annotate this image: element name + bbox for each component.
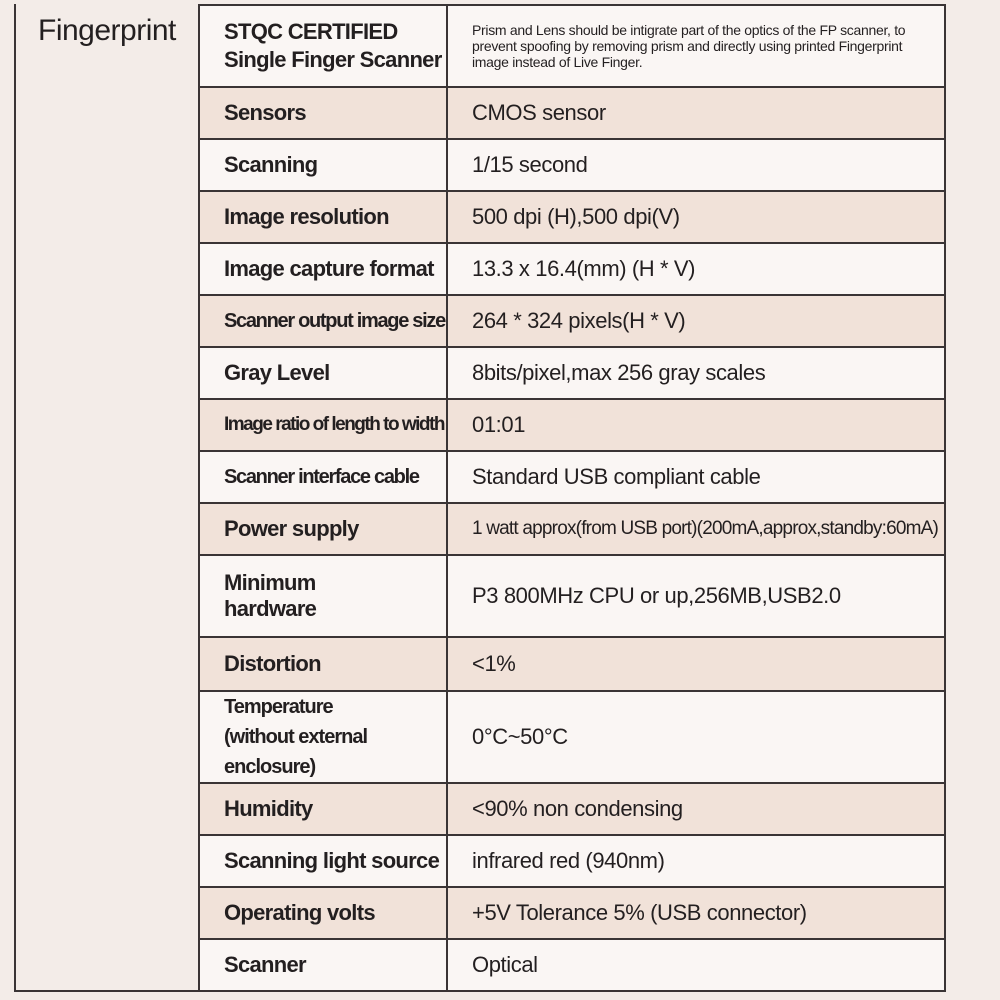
spec-value: infrared red (940nm) bbox=[447, 835, 945, 887]
table-row bbox=[199, 191, 945, 243]
spec-label bbox=[199, 555, 447, 637]
spec-label: Distortion bbox=[199, 637, 447, 691]
spec-label: Scanner interface cable bbox=[199, 451, 447, 503]
spec-value: +5V Tolerance 5% (USB connector) bbox=[447, 887, 945, 939]
spec-value: 0°C~50°C bbox=[447, 691, 945, 783]
spec-label: Sensors bbox=[199, 87, 447, 139]
table-row bbox=[199, 691, 945, 783]
spec-value: 1 watt approx(from USB port)(200mA,approx,standby:60mA) bbox=[447, 503, 945, 555]
product-title-line2: Single Finger Scanner bbox=[224, 47, 442, 72]
frame-bottom-border bbox=[14, 990, 198, 992]
table-row bbox=[199, 637, 945, 691]
table-row-header bbox=[199, 5, 945, 87]
spec-value: 01:01 bbox=[447, 399, 945, 451]
spec-label: Image capture format bbox=[199, 243, 447, 295]
spec-label-line1: Temperature bbox=[224, 696, 333, 718]
spec-label: Image ratio of length to width bbox=[199, 399, 447, 451]
table-row bbox=[199, 451, 945, 503]
product-title-line1: STQC CERTIFIED bbox=[224, 19, 398, 44]
spec-label: Humidity bbox=[199, 783, 447, 835]
table-row bbox=[199, 835, 945, 887]
spec-value: Standard USB compliant cable bbox=[447, 451, 945, 503]
spec-value: 13.3 x 16.4(mm) (H * V) bbox=[447, 243, 945, 295]
table-row bbox=[199, 555, 945, 637]
spec-label: Image resolution bbox=[199, 191, 447, 243]
table-row bbox=[199, 887, 945, 939]
spec-label: Gray Level bbox=[199, 347, 447, 399]
spec-value: CMOS sensor bbox=[447, 87, 945, 139]
spec-label-line2: hardware bbox=[224, 596, 317, 621]
spec-label: Operating volts bbox=[199, 887, 447, 939]
section-label: Fingerprint bbox=[38, 14, 176, 47]
spec-label: Scanner bbox=[199, 939, 447, 991]
table-row bbox=[199, 399, 945, 451]
spec-value: 264 * 324 pixels(H * V) bbox=[447, 295, 945, 347]
spec-label-line1: Minimum bbox=[224, 570, 316, 595]
table-row bbox=[199, 503, 945, 555]
table-row bbox=[199, 87, 945, 139]
spec-table bbox=[198, 4, 946, 992]
table-row bbox=[199, 139, 945, 191]
table-row bbox=[199, 783, 945, 835]
spec-value: 500 dpi (H),500 dpi(V) bbox=[447, 191, 945, 243]
spec-value: <90% non condensing bbox=[447, 783, 945, 835]
spec-value: P3 800MHz CPU or up,256MB,USB2.0 bbox=[447, 555, 945, 637]
spec-label: Scanning bbox=[199, 139, 447, 191]
table-row bbox=[199, 347, 945, 399]
table-row bbox=[199, 295, 945, 347]
table-row bbox=[199, 939, 945, 991]
spec-value: <1% bbox=[447, 637, 945, 691]
spec-label: Scanning light source bbox=[199, 835, 447, 887]
spec-value: Optical bbox=[447, 939, 945, 991]
spec-label: Power supply bbox=[199, 503, 447, 555]
product-note: Prism and Lens should be intigrate part of the optics of the FP scanner, to prevent spoofing by removing prism and directly using printed Fingerprint image instead of Live Finger. bbox=[447, 5, 945, 87]
product-title-cell bbox=[199, 5, 447, 87]
spec-label bbox=[199, 691, 447, 783]
spec-label-line2: (without external enclosure) bbox=[224, 726, 368, 778]
spec-value: 1/15 second bbox=[447, 139, 945, 191]
spec-label: Scanner output image size bbox=[199, 295, 447, 347]
frame-left-border bbox=[14, 4, 16, 992]
table-row bbox=[199, 243, 945, 295]
spec-value: 8bits/pixel,max 256 gray scales bbox=[447, 347, 945, 399]
